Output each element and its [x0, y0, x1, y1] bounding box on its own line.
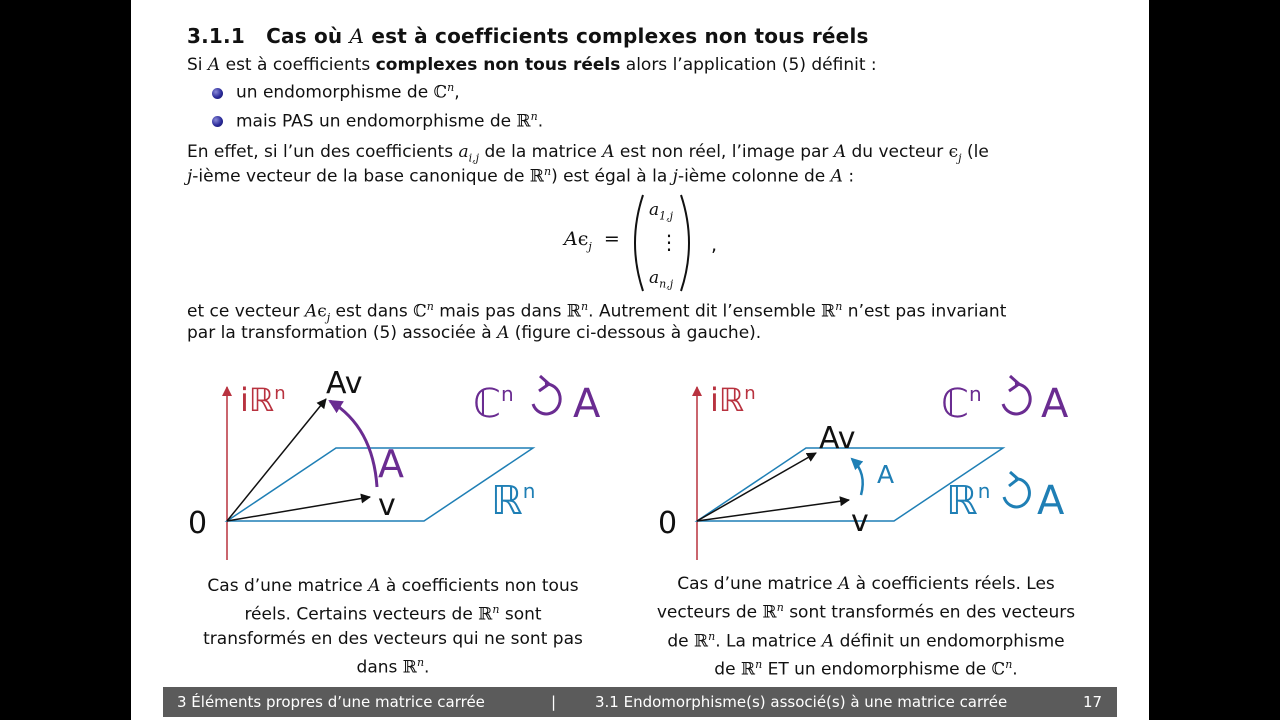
text: de [714, 659, 736, 680]
math-exp: n [447, 81, 455, 94]
math-exp: n [581, 300, 589, 313]
caption-line [626, 653, 1106, 682]
matrix-top [649, 200, 673, 222]
math-sub: 1,j [659, 209, 674, 223]
math-var: A [821, 631, 835, 652]
math-exp: n [835, 300, 843, 313]
text: -ième vecteur de la base canonique de [192, 166, 525, 187]
transform-arrow [852, 459, 863, 495]
transform-label: A [877, 460, 895, 489]
rotation-icon [1003, 384, 1030, 414]
math-sub: n,j [659, 277, 674, 291]
math-set: ℝ [821, 301, 836, 322]
text: dans [356, 657, 398, 678]
math-set: ℝ [762, 602, 777, 623]
text: . [1012, 659, 1018, 680]
text: est dans [335, 301, 408, 322]
equation-comma: , [711, 234, 718, 256]
plane-rotation-icon [1004, 479, 1029, 507]
math-var: A [833, 142, 847, 162]
math-set: ℝ [529, 166, 544, 187]
title-text: Cas où [266, 24, 343, 48]
text: -ième colonne de [677, 166, 826, 187]
text: transformés en des vecteurs qui ne sont pas [203, 628, 583, 649]
equals-sign: = [603, 228, 620, 250]
text: de [667, 631, 689, 652]
v-label: v [378, 488, 396, 523]
footer-separator: | [551, 693, 557, 711]
text: Si [187, 55, 203, 75]
axis-label: iℝ$^n$ [240, 381, 286, 419]
text: alors l’application (5) définit : [625, 55, 877, 75]
title-var: A [349, 24, 365, 48]
text: En effet, si l’un des coefficients [187, 142, 454, 162]
footer-chapter[interactable]: 3 Éléments propres d’une matrice carrée [177, 693, 485, 711]
title-text-end: est à coefficients complexes non tous réels [371, 24, 869, 48]
slide [131, 0, 1149, 720]
text: ) est égal à la [551, 166, 668, 187]
transform-label: A [378, 442, 404, 486]
text: réels. Certains vecteurs de [244, 604, 473, 625]
math-exp: n [543, 165, 552, 178]
text: est non réel, l’image par [619, 142, 829, 162]
math-var: A [830, 166, 843, 187]
av-label: Av [819, 421, 856, 456]
space-label: ℂ$^n$ [941, 381, 982, 427]
math-var: A [304, 301, 318, 322]
text: du vecteur [851, 142, 944, 162]
math-exp: n [1005, 658, 1013, 672]
text: . [424, 657, 430, 678]
vector-v [227, 497, 370, 521]
math-var: a [458, 142, 469, 162]
space-operator: A [1041, 381, 1069, 427]
bullet-icon [212, 88, 223, 99]
plane-operator: A [1037, 478, 1065, 524]
axis-label: iℝ$^n$ [710, 381, 756, 419]
v-label: v [851, 504, 869, 539]
bullet-item [236, 81, 460, 103]
math-set: ℝ [694, 631, 709, 652]
text: (figure ci-dessous à gauche). [514, 323, 762, 343]
paragraph-line [187, 165, 854, 187]
math-var: A [837, 574, 851, 594]
math-var: a [649, 268, 660, 288]
paragraph-line [187, 142, 989, 164]
caption-line [183, 627, 603, 651]
math-var: ϵ [948, 142, 959, 162]
rotation-arrowhead-icon [539, 376, 549, 391]
text: à coefficients réels. Les [855, 574, 1055, 594]
math-exp: n [416, 655, 425, 669]
text: mais PAS un endomorphisme de [236, 111, 512, 132]
text: mais pas dans [439, 301, 562, 322]
plane-label: ℝ$^n$ [946, 478, 991, 524]
paragraph-line [187, 323, 761, 343]
space-label: ℂ$^n$ [473, 381, 514, 427]
matrix-bottom [649, 268, 673, 290]
section-number: 3.1.1 [187, 24, 245, 48]
text: et ce vecteur [187, 301, 300, 322]
plane-label: ℝ$^n$ [491, 478, 536, 524]
math-var: a [649, 200, 660, 220]
math-var: A [207, 55, 221, 75]
text: . La matrice [715, 631, 817, 652]
text: un endomorphisme de [236, 82, 429, 103]
text: Cas d’une matrice [207, 576, 363, 596]
math-set: ℂ [413, 301, 427, 322]
math-exp: n [530, 110, 538, 123]
math-exp: n [492, 603, 500, 616]
math-var: j [672, 166, 678, 187]
rotation-arrowhead-icon [1009, 376, 1019, 391]
caption-right [626, 572, 1106, 682]
caption-line [626, 572, 1106, 596]
footer-page-number: 17 [1083, 693, 1103, 711]
section-title [187, 24, 869, 48]
plane-rotation-arrowhead-icon [1009, 472, 1018, 486]
text: : [848, 166, 855, 187]
caption-line [626, 625, 1106, 654]
math-var: A [564, 228, 578, 250]
text: à coefficients non tous [385, 576, 579, 596]
origin-label: 0 [658, 506, 678, 541]
text: . [537, 111, 544, 132]
text: (le [967, 142, 989, 162]
math-sub: j [958, 151, 962, 165]
paragraph-line [187, 300, 1006, 324]
text: vecteurs de [656, 602, 758, 623]
math-var: A [497, 323, 510, 343]
caption-line [183, 651, 603, 680]
left-paren [635, 195, 643, 291]
caption-line [183, 598, 603, 627]
footer-section[interactable]: 3.1 Endomorphisme(s) associé(s) à une matrice carrée [595, 693, 1008, 711]
vector-av [697, 453, 816, 521]
math-set: ℝ [566, 301, 582, 322]
bold-text: complexes non tous réels [375, 55, 621, 75]
bullet-icon [212, 116, 223, 127]
math-exp: n [426, 300, 434, 313]
transform-arrow [330, 401, 377, 487]
math-set: ℝ [740, 659, 756, 680]
math-var: j [187, 166, 193, 187]
intro-line [187, 55, 877, 75]
figure-left [171, 355, 621, 570]
math-sub: i,j [468, 151, 480, 165]
text: Cas d’une matrice [677, 574, 833, 594]
math-set: ℝ [478, 604, 493, 625]
vector-v [697, 500, 849, 521]
text: de la matrice [484, 142, 597, 162]
text: est à coefficients [225, 55, 371, 75]
math-set: ℂ [433, 82, 448, 103]
math-var: A [368, 576, 381, 596]
figure-right [641, 355, 1111, 570]
math-var: A [602, 142, 615, 162]
math-exp: n [708, 629, 716, 643]
text: n’est pas invariant [847, 301, 1007, 322]
right-paren [681, 195, 689, 291]
text: sont transformés en des vecteurs [789, 602, 1076, 623]
math-var: ϵ [577, 228, 589, 250]
caption-left [183, 574, 603, 679]
text: par la transformation (5) associée à [187, 323, 492, 343]
math-exp: n [776, 601, 784, 614]
equation [561, 190, 731, 296]
caption-line [626, 596, 1106, 625]
text: ET un endomorphisme de [767, 659, 987, 680]
text: définit un endomorphisme [839, 631, 1065, 652]
math-var: ϵ [317, 301, 327, 322]
math-set: ℝ [516, 111, 531, 132]
math-set: ℂ [991, 659, 1006, 680]
matrix-dots: ⋮ [659, 230, 679, 254]
math-exp: n [755, 658, 763, 672]
equation-lhs [564, 228, 620, 253]
caption-line [183, 574, 603, 598]
av-label: Av [326, 366, 363, 401]
origin-label: 0 [188, 506, 208, 541]
footer-bar [163, 687, 1117, 717]
math-set: ℝ [402, 657, 417, 678]
space-operator: A [573, 381, 601, 427]
math-sub: j [588, 239, 592, 253]
bullet-item [236, 110, 543, 132]
text: sont [504, 604, 542, 625]
math-sub: j [326, 311, 331, 325]
text: , [454, 82, 460, 103]
text: . Autrement dit l’ensemble [588, 301, 816, 322]
rotation-icon [533, 384, 560, 414]
